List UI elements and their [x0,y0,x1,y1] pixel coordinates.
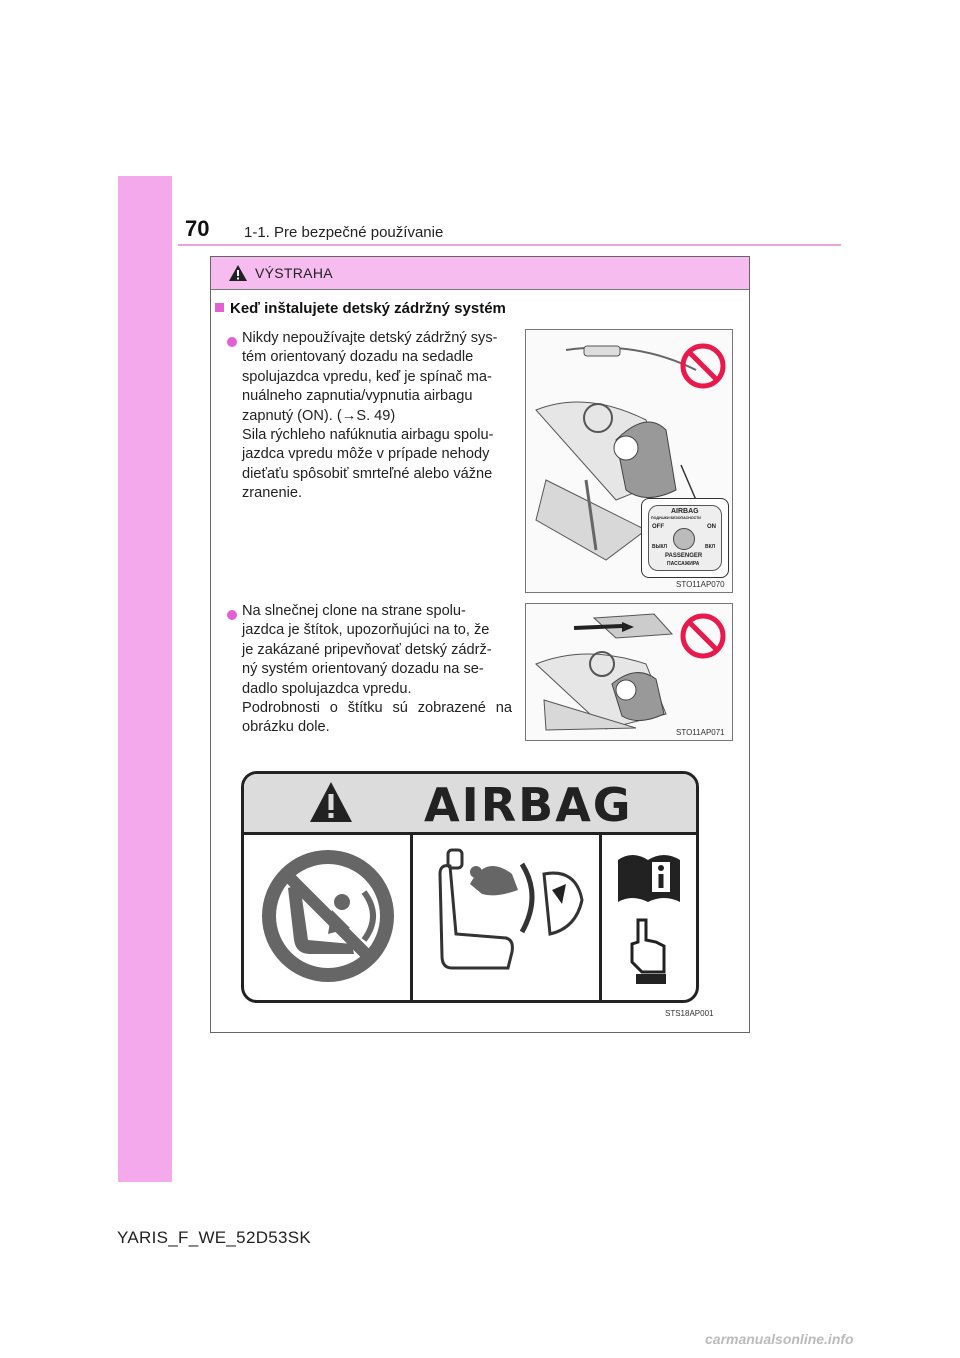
switch-passenger: PASSENGER [665,553,703,559]
warning-header [211,257,749,290]
square-bullet-icon [215,303,224,312]
label-divider-1 [410,832,413,1000]
switch-off: OFF [652,524,664,530]
watermark: carmanualsonline.info [705,1331,854,1347]
switch-knob [673,528,695,550]
warning-triangle-icon [228,264,248,282]
airbag-word: AIRBAG [424,778,633,832]
bullet-note-2: Podrobnosti o štítku sú zobrazené na obrázku dole. [242,700,512,736]
airbag-label-header [244,774,696,835]
airbag-warning-label [241,771,699,1003]
switch-on: ON [707,524,716,530]
switch-on-ru: ВКЛ [705,544,716,550]
warning-triangle-icon [308,780,354,824]
illustration-code-2: STO11AP071 [676,728,725,737]
subheading [215,300,506,317]
bullet-text-2: Na slnečnej clone na strane spolu- jazdca je štítok, upozorňujúci na to, že je zakázané pripevňovať detský zádrž- ný systém orientovaný dozadu na se- dadlo spolujazdca vpredu. [242,603,492,697]
sun-visor-label-illustration [525,603,733,741]
switch-off-ru: ВЫКЛ [652,544,668,550]
switch-plate [648,505,722,571]
subheading-text: Keď inštalujete detský zádržný systém [230,300,506,317]
illustration-code-1: STO11AP070 [676,580,725,589]
no-rear-facing-seat-icon [256,844,400,988]
seat-airbag-deployment-icon [426,844,590,984]
header-rule [178,244,841,246]
footer-code: YARIS_F_WE_52D53SK [117,1228,312,1247]
chapter-tab-sidebar [118,176,172,1182]
switch-label-callout [641,498,729,578]
warning-box [210,256,750,1033]
rear-facing-seat-illustration [525,329,733,593]
switch-subtitle: ПОДУШКИ БЕЗОПАСНОСТИ [651,516,701,520]
bullet-dot-icon [227,610,237,620]
read-manual-icon [612,840,686,990]
section-title: 1-1. Pre bezpečné používanie [244,224,444,241]
label-divider-2 [599,832,602,1000]
prohibition-icon [679,342,727,390]
prohibition-icon [679,612,727,660]
panel-code: STS18AP001 [665,1009,714,1018]
bullet-text-1: Nikdy nepoužívajte detský zádržný sys- tém orientovaný dozadu na sedadle spolujazdca vpredu, keď je spínač ma- nuálneho zapnutia/vypnutia airbagu zapnutý (ON). (→S. 49) Sila rýchleho nafúknutia airbagu spolu- jazdca vpredu môže v prípade nehody dieťaťu spôsobiť smrteľné alebo vážne zranenie. [242,330,498,502]
switch-title: AIRBAG [671,508,699,515]
switch-passenger-ru: ПАССАЖИРА [667,561,700,567]
warning-label: VÝSTRAHA [255,265,333,281]
bullet-dot-icon [227,337,237,347]
page-number: 70 [185,216,210,241]
